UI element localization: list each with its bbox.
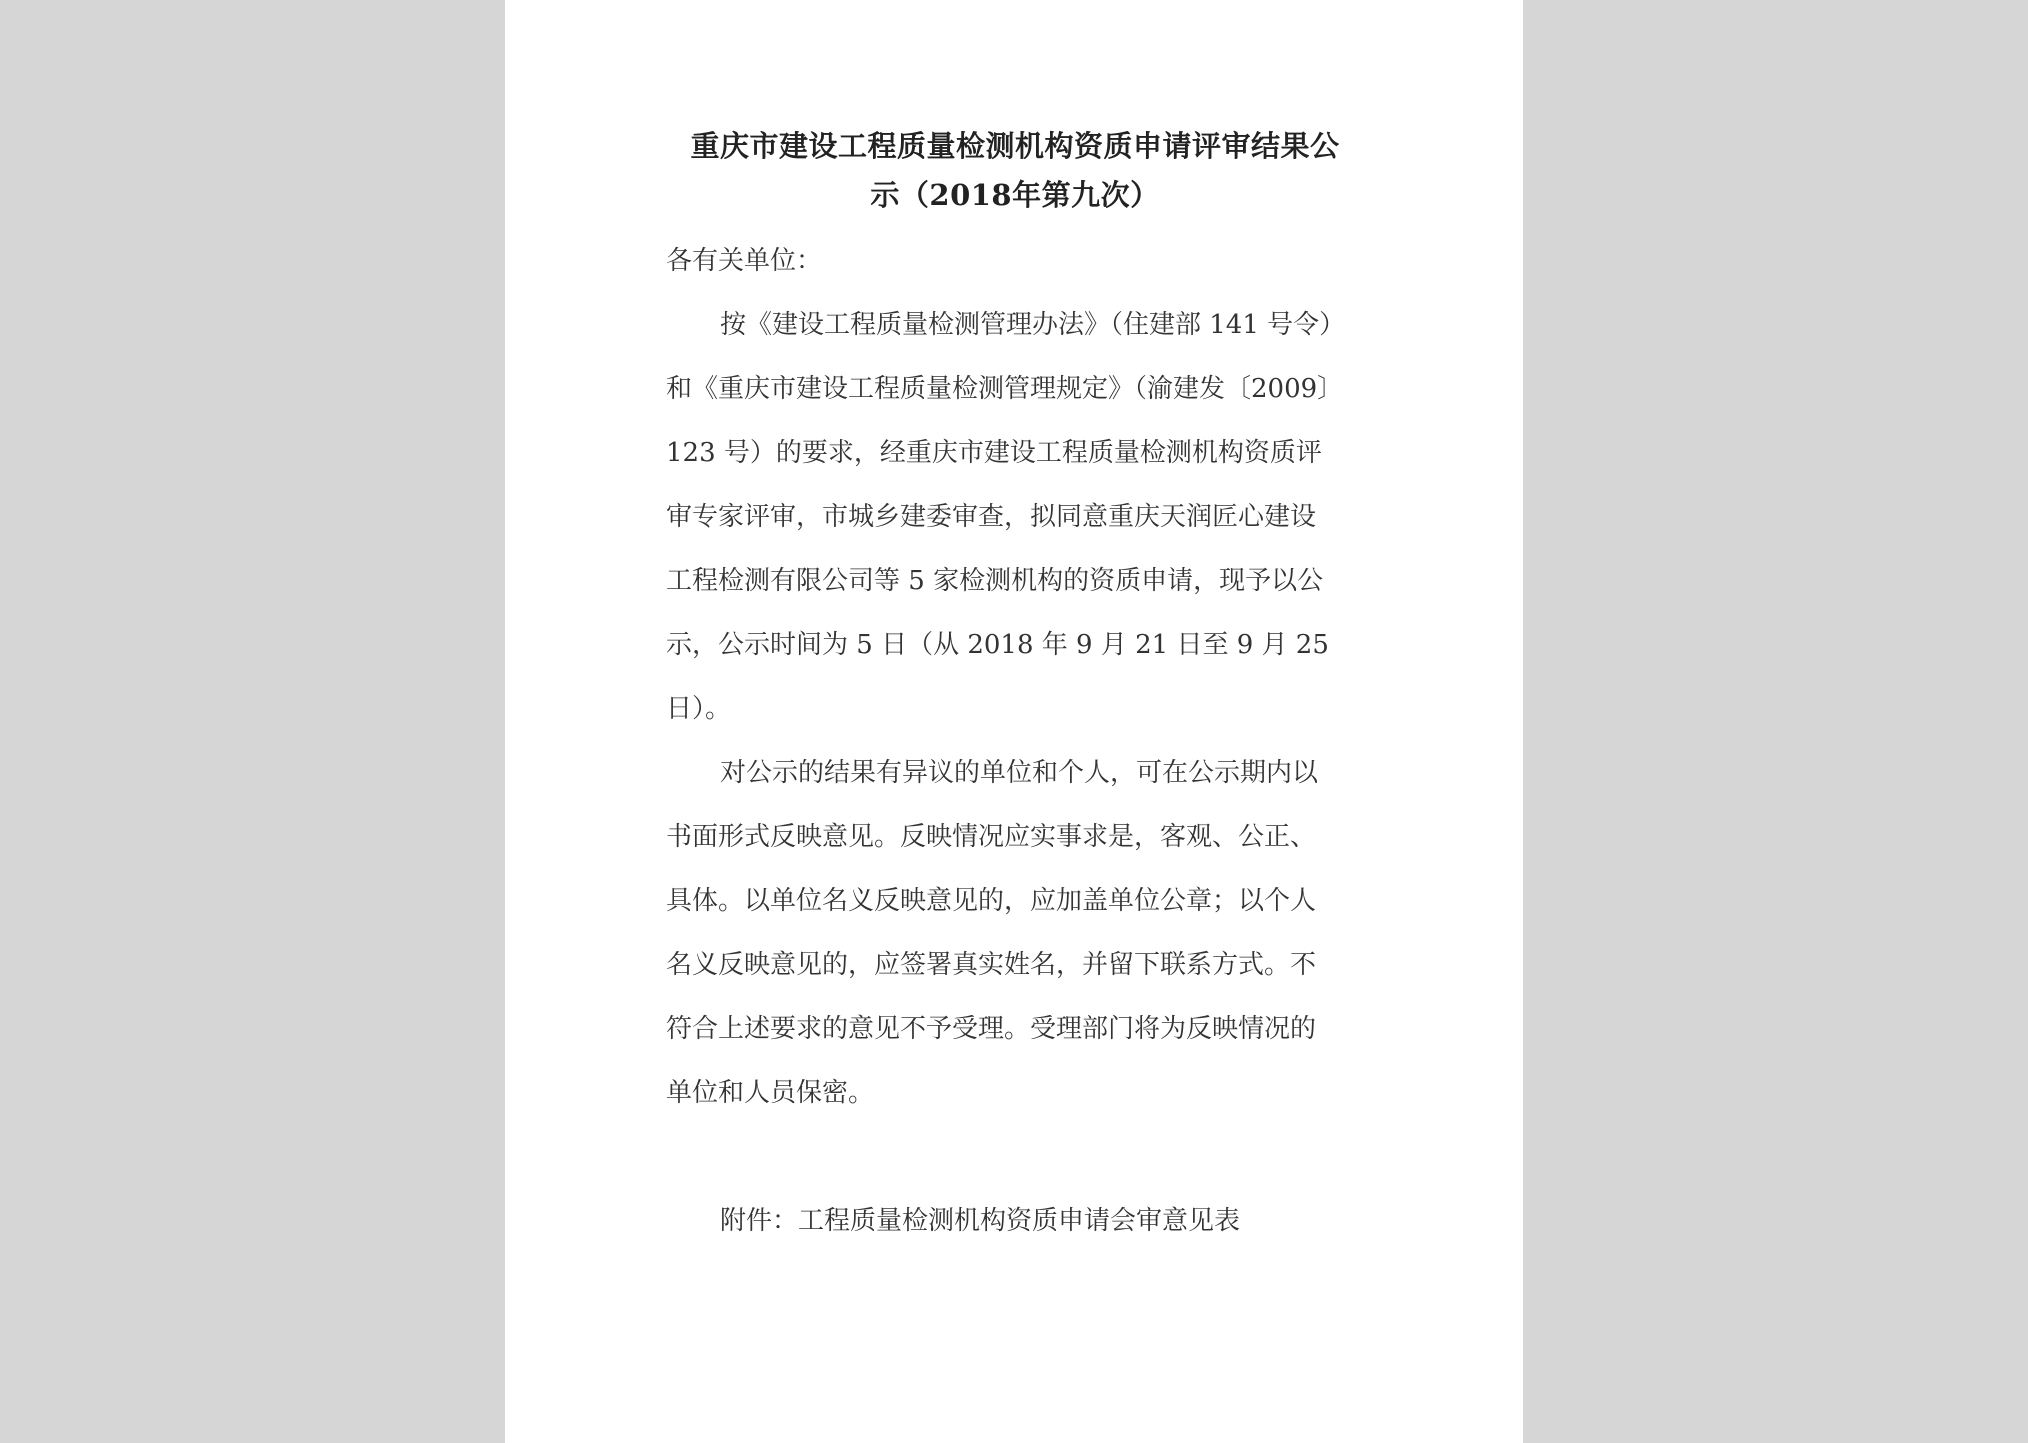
paragraph-line: 书面形式反映意见。反映情况应实事求是，客观、公正、 bbox=[666, 822, 1317, 852]
paragraph-line: 对公示的结果有异议的单位和个人，可在公示期内以 bbox=[720, 758, 1319, 788]
paragraph-line: 单位和人员保密。 bbox=[666, 1078, 875, 1108]
paragraph-line: 审专家评审，市城乡建委审查，拟同意重庆天润匠心建设 bbox=[666, 502, 1317, 532]
document-body bbox=[666, 229, 1386, 1253]
document-title bbox=[660, 122, 1370, 220]
document-page bbox=[505, 0, 1523, 1443]
spacer bbox=[666, 1125, 1386, 1189]
paragraph-line: 名义反映意见的，应签署真实姓名，并留下联系方式。不 bbox=[666, 950, 1317, 980]
paragraph-line: 按《建设工程质量检测管理办法》（住建部 141 号令） bbox=[720, 310, 1346, 340]
paragraph-line: 示，公示时间为 5 日（从 2018 年 9 月 21 日至 9 月 25 bbox=[666, 630, 1329, 660]
paragraph-line: 工程检测有限公司等 5 家检测机构的资质申请，现予以公 bbox=[666, 566, 1324, 596]
title-line: 示（2018年第九次） bbox=[870, 178, 1160, 212]
paragraph-1 bbox=[666, 293, 1386, 741]
paragraph-line: 123 号）的要求，经重庆市建设工程质量检测机构资质评 bbox=[666, 438, 1322, 468]
paragraph-line: 日）。 bbox=[666, 694, 732, 724]
paragraph-line: 具体。以单位名义反映意见的，应加盖单位公章；以个人 bbox=[666, 886, 1317, 916]
attachment-note: 附件：工程质量检测机构资质申请会审意见表 bbox=[720, 1206, 1241, 1236]
paragraph-line: 符合上述要求的意见不予受理。受理部门将为反映情况的 bbox=[666, 1014, 1317, 1044]
paragraph-line: 和《重庆市建设工程质量检测管理规定》（渝建发〔2009〕 bbox=[666, 374, 1344, 404]
paragraph-2 bbox=[666, 741, 1386, 1125]
title-line: 重庆市建设工程质量检测机构资质申请评审结果公 bbox=[690, 129, 1340, 163]
salutation: 各有关单位： bbox=[666, 246, 823, 276]
